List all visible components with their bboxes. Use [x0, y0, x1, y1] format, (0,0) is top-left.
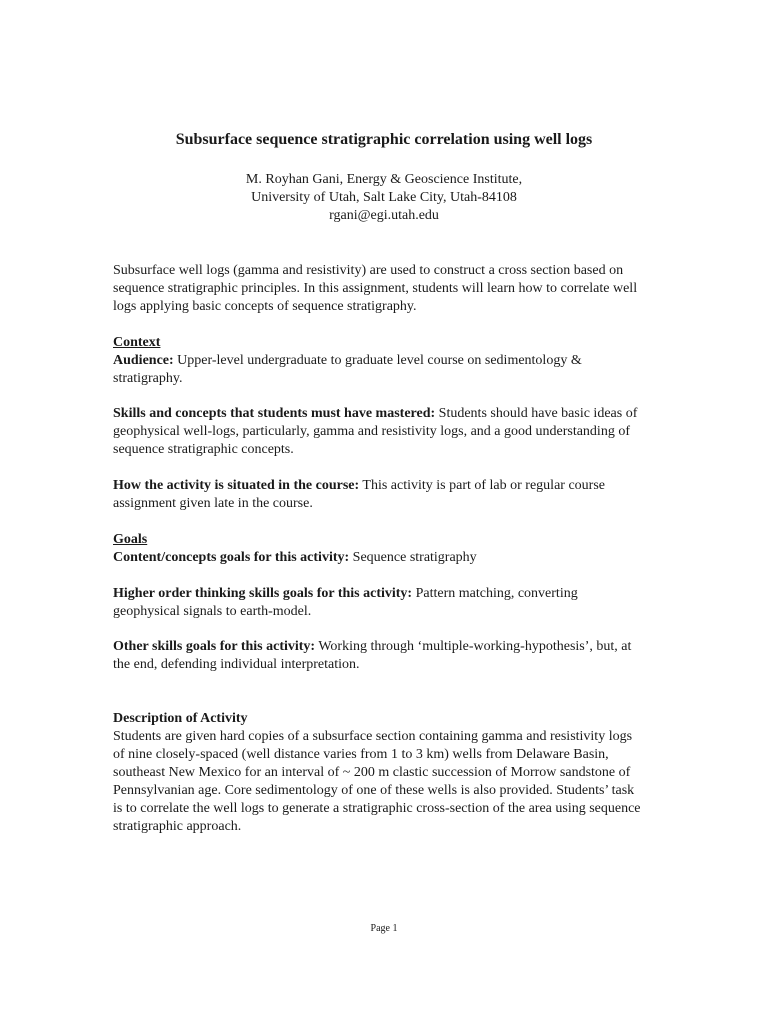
author-line: M. Royhan Gani, Energy & Geoscience Institute, [245, 172, 523, 187]
description-paragraph: Students are given hard copies of a subsurface section containing gamma and resistivity logs of nine closely-spaced (well distance varies from 1 to 3 km) wells from Delaware Basin, southeast New Mexico for an interval of ~ 200 m clastic succession of Morrow sandstone of Pennsylvanian age. Core sedimentology of one of these wells is also provided. Students’ task is to correlate the well logs to generate a stratigraphic cross-section of the area using sequence stratigraphic approach. [113, 729, 641, 834]
situated-paragraph [113, 477, 645, 513]
context-heading-text: Context [113, 335, 161, 350]
higher-order-text: Pattern matching, converting geophysical signals to earth-model. [113, 586, 578, 619]
audience-text: Upper-level undergraduate to graduate level course on sedimentology & stratigraphy. [113, 353, 582, 386]
content-goals-paragraph [113, 549, 645, 567]
higher-order-paragraph [113, 585, 645, 621]
goals-heading [113, 531, 645, 549]
audience-paragraph [113, 352, 645, 388]
affiliation-line: University of Utah, Salt Lake City, Utah-84108 [251, 190, 517, 205]
content-goals-label: Content/concepts goals for this activity: [113, 550, 350, 565]
other-skills-label: Other skills goals for this activity: [113, 639, 316, 654]
description-heading-text: Description of Activity [113, 711, 248, 726]
content-goals-text: Sequence stratigraphy [349, 550, 477, 565]
skills-text: Students should have basic ideas of geophysical well-logs, particularly, gamma and resistivity logs, and a good understanding of sequence stratigraphic concepts. [113, 406, 638, 457]
description-heading [113, 710, 645, 728]
skills-paragraph [113, 405, 645, 459]
higher-order-label: Higher order thinking skills goals for this activity: [113, 586, 413, 601]
author-block [0, 171, 768, 225]
skills-label: Skills and concepts that students must have mastered: [113, 406, 436, 421]
situated-text: This activity is part of lab or regular course assignment given late in the course. [113, 478, 605, 511]
intro-paragraph: Subsurface well logs (gamma and resistivity) are used to construct a cross section based on sequence stratigraphic principles. In this assignment, students will learn how to correlate well logs applying basic concepts of sequence stratigraphy. [113, 263, 638, 314]
author-email: rgani@egi.utah.edu [329, 208, 439, 223]
context-heading [113, 334, 645, 352]
audience-label: Audience: [113, 353, 174, 368]
goals-heading-text: Goals [113, 532, 148, 547]
other-skills-text: Working through ‘multiple-working-hypothesis’, but, at the end, defending individual interpretation. [113, 639, 632, 672]
situated-label: How the activity is situated in the course: [113, 478, 360, 493]
other-skills-paragraph [113, 638, 645, 674]
page-number: Page 1 [370, 923, 398, 934]
document-title: Subsurface sequence stratigraphic correlation using well logs [175, 131, 593, 148]
